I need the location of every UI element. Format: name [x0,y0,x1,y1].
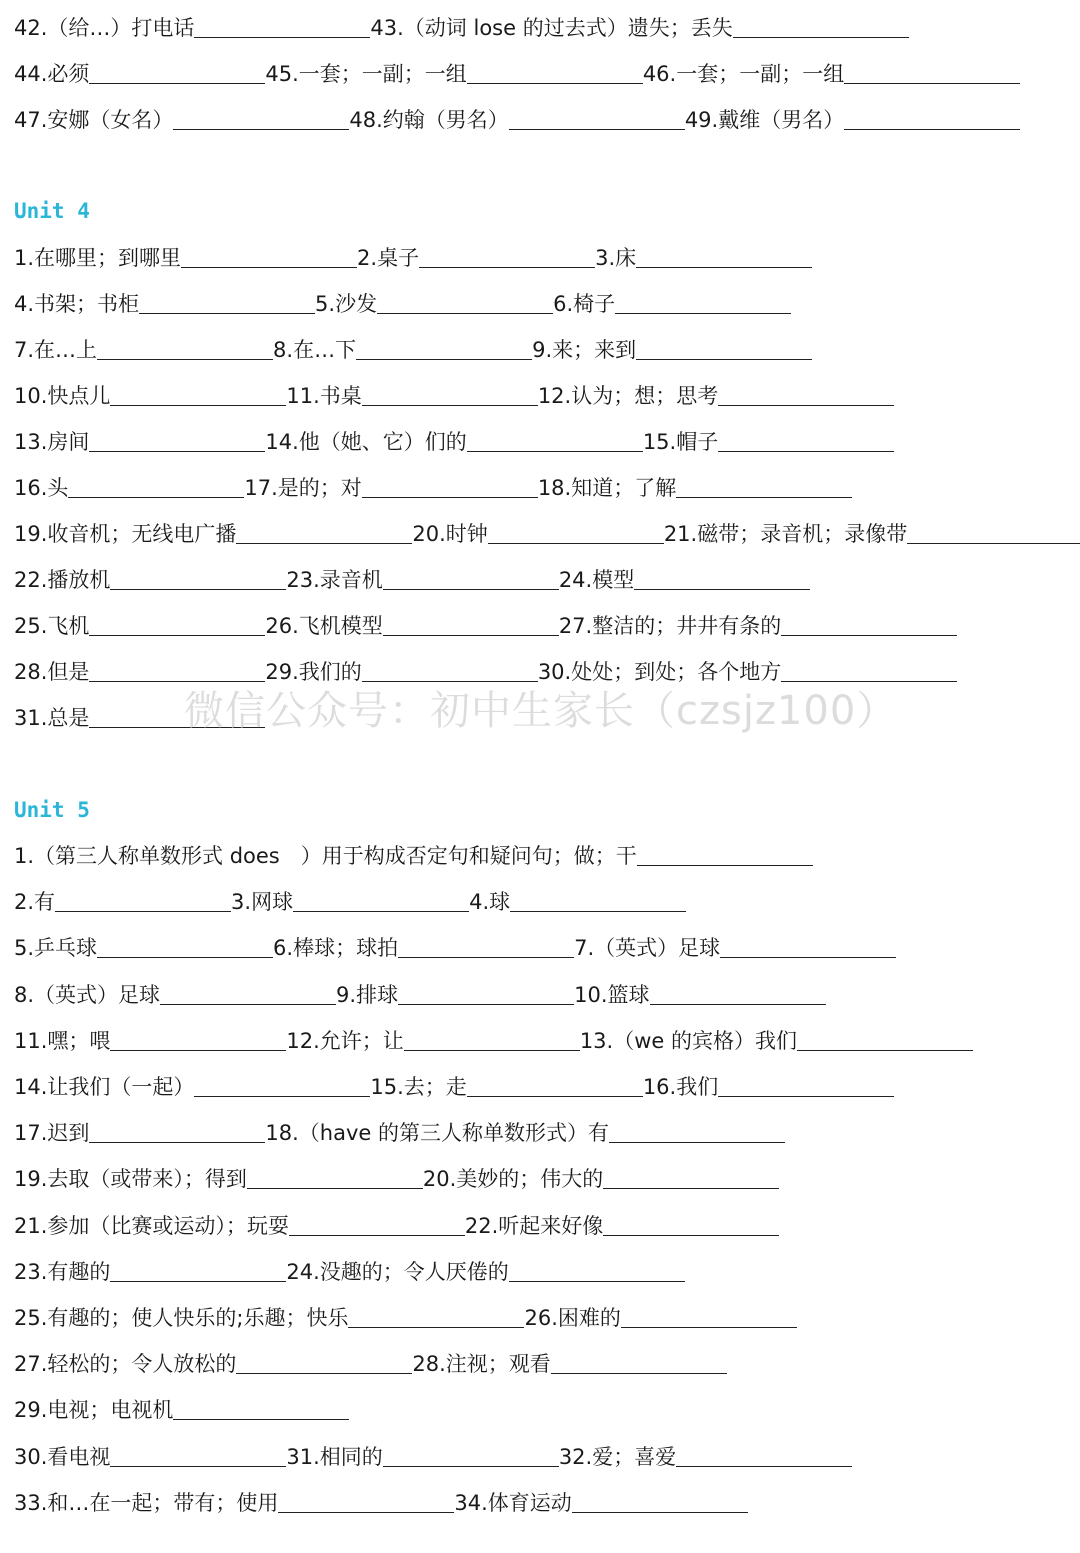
vocab-prompt: 49.戴维（男名） [684,108,845,132]
vocab-item [538,474,852,502]
vocab-item [14,14,370,42]
unit5-row [14,1346,727,1378]
vocab-item [14,1212,465,1240]
answer-blank[interactable] [509,107,685,130]
vocab-item [574,981,825,1009]
unit4-row [14,700,265,732]
vocab-item [14,981,336,1009]
answer-blank[interactable] [289,1213,465,1236]
answer-blank[interactable] [844,61,1020,84]
unit5-row [14,1023,973,1055]
vocab-prompt: 17.是的；对 [244,476,362,500]
answer-blank[interactable] [97,337,273,360]
unit4-row [14,286,791,318]
vocab-prompt: 33.和…在一起；带有；使用 [14,1490,279,1515]
vocab-item [454,1489,747,1517]
answer-blank[interactable] [139,291,315,314]
vocab-item [244,474,537,502]
vocab-prompt: 19.去取（或带来）；得到 [14,1167,247,1192]
answer-blank[interactable] [377,291,553,314]
answer-blank[interactable] [398,982,574,1005]
vocab-item [349,106,684,134]
vocab-item [265,1119,785,1147]
vocab-prompt: 12.认为；想；思考 [537,384,719,408]
answer-blank[interactable] [621,1305,797,1328]
vocab-prompt: 24.没趣的；令人厌倦的 [286,1259,509,1284]
vocab-prompt: 21.参加（比赛或运动）；玩耍 [14,1213,289,1238]
vocab-item [14,382,286,410]
vocab-prompt: 15.去；走 [370,1075,467,1099]
unit5-row [14,884,686,916]
answer-blank[interactable] [173,1397,349,1420]
vocab-prompt: 10.快点儿 [14,384,111,408]
vocab-prompt: 48.约翰（男名） [349,108,509,132]
vocab-prompt: 16.头 [14,476,69,500]
vocab-item [357,244,595,272]
unit5-row [14,1254,685,1286]
vocab-item [685,106,1020,134]
answer-blank[interactable] [348,1305,524,1328]
vocab-item [469,888,686,916]
answer-blank[interactable] [404,1028,580,1051]
vocab-item [559,1443,852,1471]
vocab-prompt: 8.（英式）足球 [14,982,161,1007]
answer-blank[interactable] [467,1074,643,1097]
answer-blank[interactable] [89,61,265,84]
vocab-item [14,474,244,502]
vocab-item [14,60,265,88]
answer-blank[interactable] [362,383,538,406]
vocab-prompt: 21.磁带；录音机；录像带 [663,522,908,546]
vocab-prompt: 14.他（她、它）们的 [265,430,467,454]
vocab-item [643,1073,894,1101]
vocab-prompt: 43.（动词 lose 的过去式）遗失；丢失 [370,16,733,40]
vocab-item [265,60,642,88]
vocab-prompt: 26.困难的 [524,1306,621,1330]
answer-blank[interactable] [907,521,1080,544]
vocab-item [231,888,469,916]
vocab-prompt: 45.一套；一副；一组 [265,62,467,86]
answer-blank[interactable] [160,982,336,1005]
vocab-item [265,612,558,640]
vocab-item [643,60,1020,88]
vocab-prompt: 16.我们 [642,1075,719,1099]
vocab-item [14,1489,454,1517]
answer-blank[interactable] [110,1259,286,1282]
unit4-row [14,608,957,640]
answer-blank[interactable] [383,1444,559,1467]
vocab-prompt: 26.飞机模型 [265,614,383,638]
answer-blank[interactable] [781,613,957,636]
unit5-row [14,1069,894,1101]
vocab-prompt: 6.棒球；球拍 [273,936,399,961]
vocab-prompt: 1.（第三人称单数形式 does ）用于构成否定句和疑问句；做；干 [14,844,637,868]
answer-blank[interactable] [797,1028,973,1051]
answer-blank[interactable] [89,659,265,682]
unit3-row [14,56,1020,88]
unit3-row [14,10,909,42]
answer-blank[interactable] [572,1490,748,1513]
vocab-prompt: 2.桌子 [357,246,420,270]
vocab-item [412,1350,726,1378]
answer-blank[interactable] [718,429,894,452]
answer-blank[interactable] [236,1351,412,1374]
unit5-row [14,1161,779,1193]
answer-blank[interactable] [733,15,909,38]
vocab-prompt: 13.（we 的宾格）我们 [579,1028,797,1053]
vocab-item [14,1165,423,1193]
unit4-row [14,654,957,686]
vocab-prompt: 20.美妙的；伟大的 [422,1167,604,1192]
vocab-item [538,658,957,686]
vocab-item [14,1443,286,1471]
answer-blank[interactable] [383,567,559,590]
unit5-title: Unit 5 [14,798,90,822]
vocab-prompt: 9.来；来到 [532,338,637,362]
answer-blank[interactable] [89,613,265,636]
vocab-item [273,934,574,962]
answer-blank[interactable] [89,705,265,728]
answer-blank[interactable] [467,429,643,452]
vocab-item [14,658,265,686]
vocab-prompt: 28.但是 [14,660,90,684]
answer-blank[interactable] [362,475,538,498]
vocab-item [14,290,315,318]
answer-blank[interactable] [488,521,664,544]
vocab-item [286,382,537,410]
vocab-prompt: 5.沙发 [315,292,378,316]
vocab-item [14,244,357,272]
vocab-prompt: 27.轻松的；令人放松的 [14,1352,237,1377]
vocab-prompt: 31.总是 [14,706,90,730]
unit4-row [14,470,852,502]
answer-blank[interactable] [362,659,538,682]
vocab-item [370,1073,642,1101]
answer-blank[interactable] [609,1120,785,1143]
answer-blank[interactable] [173,107,349,130]
answer-blank[interactable] [419,245,595,268]
answer-blank[interactable] [676,1444,852,1467]
vocab-item [538,382,894,410]
unit5-row [14,1392,349,1424]
vocab-prompt: 47.安娜（女名） [14,108,174,132]
answer-blank[interactable] [603,1166,779,1189]
answer-blank[interactable] [398,935,574,958]
unit5-row [14,1208,779,1240]
answer-blank[interactable] [181,245,357,268]
answer-blank[interactable] [110,383,286,406]
vocab-item [14,520,412,548]
unit4-row [14,516,1080,548]
vocab-prompt: 18.知道；了解 [537,476,677,500]
vocab-prompt: 13.房间 [14,430,90,454]
vocab-prompt: 3.网球 [231,890,294,915]
answer-blank[interactable] [356,337,532,360]
answer-blank[interactable] [194,15,370,38]
vocab-item [286,1443,558,1471]
unit4-row [14,240,812,272]
vocab-prompt: 23.录音机 [286,568,383,592]
vocab-item [14,1119,265,1147]
vocab-prompt: 9.排球 [336,982,399,1007]
vocab-item [14,1027,286,1055]
vocab-item [553,290,791,318]
answer-blank[interactable] [636,337,812,360]
vocab-item [286,1027,579,1055]
unit5-row [14,1300,797,1332]
answer-blank[interactable] [603,1213,779,1236]
vocab-item [14,1396,349,1424]
unit4-row [14,332,812,364]
vocab-prompt: 25.有趣的；使人快乐的;乐趣；快乐 [14,1306,349,1330]
vocab-prompt: 15.帽子 [642,430,719,454]
vocab-item [465,1212,779,1240]
answer-blank[interactable] [278,1490,454,1513]
unit5-row [14,930,896,962]
vocab-prompt: 6.椅子 [553,292,616,316]
answer-blank[interactable] [110,1028,286,1051]
vocab-item [524,1304,796,1332]
vocab-prompt: 44.必须 [14,62,90,86]
vocab-prompt: 12.允许；让 [286,1028,404,1053]
vocab-item [574,934,896,962]
unit4-row [14,378,894,410]
answer-blank[interactable] [551,1351,727,1374]
vocab-item [559,612,957,640]
vocab-item [14,612,265,640]
vocab-prompt: 1.在哪里；到哪里 [14,246,182,270]
vocab-prompt: 18.（have 的第三人称单数形式）有 [265,1121,610,1146]
vocab-item [643,428,894,456]
vocab-prompt: 10.篮球 [574,982,650,1007]
vocab-prompt: 4.书架；书柜 [14,292,140,316]
vocab-prompt: 22.听起来好像 [464,1213,604,1238]
vocab-item [532,336,812,364]
vocab-item [14,336,273,364]
vocab-prompt: 2.有 [14,890,56,915]
vocab-item [14,888,231,916]
vocab-item [265,428,642,456]
answer-blank[interactable] [718,383,894,406]
vocab-prompt: 28.注视；观看 [412,1352,551,1377]
answer-blank[interactable] [110,1444,286,1467]
vocab-prompt: 32.爱；喜爱 [558,1444,677,1469]
answer-blank[interactable] [510,889,686,912]
answer-blank[interactable] [467,61,643,84]
vocab-prompt: 42.（给…）打电话 [14,16,195,40]
vocab-prompt: 8.在…下 [273,338,357,362]
unit5-row [14,838,813,870]
vocab-item [412,520,663,548]
vocab-prompt: 24.模型 [558,568,635,592]
vocab-item [286,566,558,594]
vocab-prompt: 29.电视；电视机 [14,1398,174,1423]
vocab-item [14,842,813,870]
answer-blank[interactable] [634,567,810,590]
answer-blank[interactable] [89,1120,265,1143]
vocab-prompt: 4.球 [469,890,511,915]
vocab-item [14,106,349,134]
unit5-row [14,977,826,1009]
answer-blank[interactable] [509,1259,685,1282]
vocab-item [14,704,265,732]
vocab-prompt: 22.播放机 [14,568,111,592]
answer-blank[interactable] [844,107,1020,130]
vocab-prompt: 25.飞机 [14,614,90,638]
answer-blank[interactable] [110,567,286,590]
vocab-item [370,14,908,42]
answer-blank[interactable] [615,291,791,314]
vocab-item [315,290,553,318]
vocab-prompt: 23.有趣的 [14,1259,111,1284]
answer-blank[interactable] [636,245,812,268]
answer-blank[interactable] [68,475,244,498]
unit3-row [14,102,1020,134]
vocab-item [664,520,1080,548]
vocab-prompt: 7.（英式）足球 [574,936,721,961]
vocab-item [265,658,537,686]
vocab-item [286,1258,684,1286]
vocab-prompt: 30.处处；到处；各个地方 [537,660,782,684]
vocab-prompt: 11.嘿；喂 [14,1028,111,1053]
vocab-item [423,1165,779,1193]
vocab-item [14,566,286,594]
watermark: 微信公众号：初中生家长（czsjz100） [184,688,898,734]
vocab-item [559,566,810,594]
answer-blank[interactable] [55,889,231,912]
vocab-prompt: 20.时钟 [412,522,488,546]
answer-blank[interactable] [247,1166,423,1189]
vocab-prompt: 31.相同的 [286,1444,383,1469]
answer-blank[interactable] [89,429,265,452]
unit5-row [14,1485,748,1517]
vocab-item [14,1258,286,1286]
answer-blank[interactable] [781,659,957,682]
vocab-prompt: 19.收音机；无线电广播 [14,522,237,546]
answer-blank[interactable] [383,613,559,636]
answer-blank[interactable] [720,935,896,958]
vocab-item [336,981,574,1009]
vocab-prompt: 46.一套；一副；一组 [642,62,845,86]
unit4-title: Unit 4 [14,199,90,223]
vocab-prompt: 29.我们的 [265,660,362,684]
vocab-prompt: 7.在…上 [14,338,98,362]
vocab-item [14,934,273,962]
answer-blank[interactable] [194,1074,370,1097]
unit5-row [14,1115,785,1147]
vocab-item [14,1073,370,1101]
unit4-row [14,424,894,456]
vocab-prompt: 27.整洁的；井井有条的 [558,614,782,638]
vocab-prompt: 14.让我们（一起） [14,1075,195,1099]
answer-blank[interactable] [676,475,852,498]
vocab-item [595,244,812,272]
vocab-item [14,428,265,456]
vocab-prompt: 3.床 [595,246,637,270]
vocab-item [14,1350,412,1378]
answer-blank[interactable] [718,1074,894,1097]
answer-blank[interactable] [637,843,813,866]
answer-blank[interactable] [97,935,273,958]
unit5-row [14,1439,852,1471]
vocab-item [273,336,532,364]
unit4-row [14,562,810,594]
answer-blank[interactable] [236,521,412,544]
vocab-prompt: 11.书桌 [286,384,362,408]
answer-blank[interactable] [293,889,469,912]
vocab-prompt: 17.迟到 [14,1121,90,1146]
vocab-prompt: 30.看电视 [14,1444,111,1469]
vocab-prompt: 5.乒乓球 [14,936,98,961]
vocab-item [14,1304,524,1332]
vocab-prompt: 34.体育运动 [454,1490,572,1515]
vocab-item [580,1027,973,1055]
answer-blank[interactable] [650,982,826,1005]
